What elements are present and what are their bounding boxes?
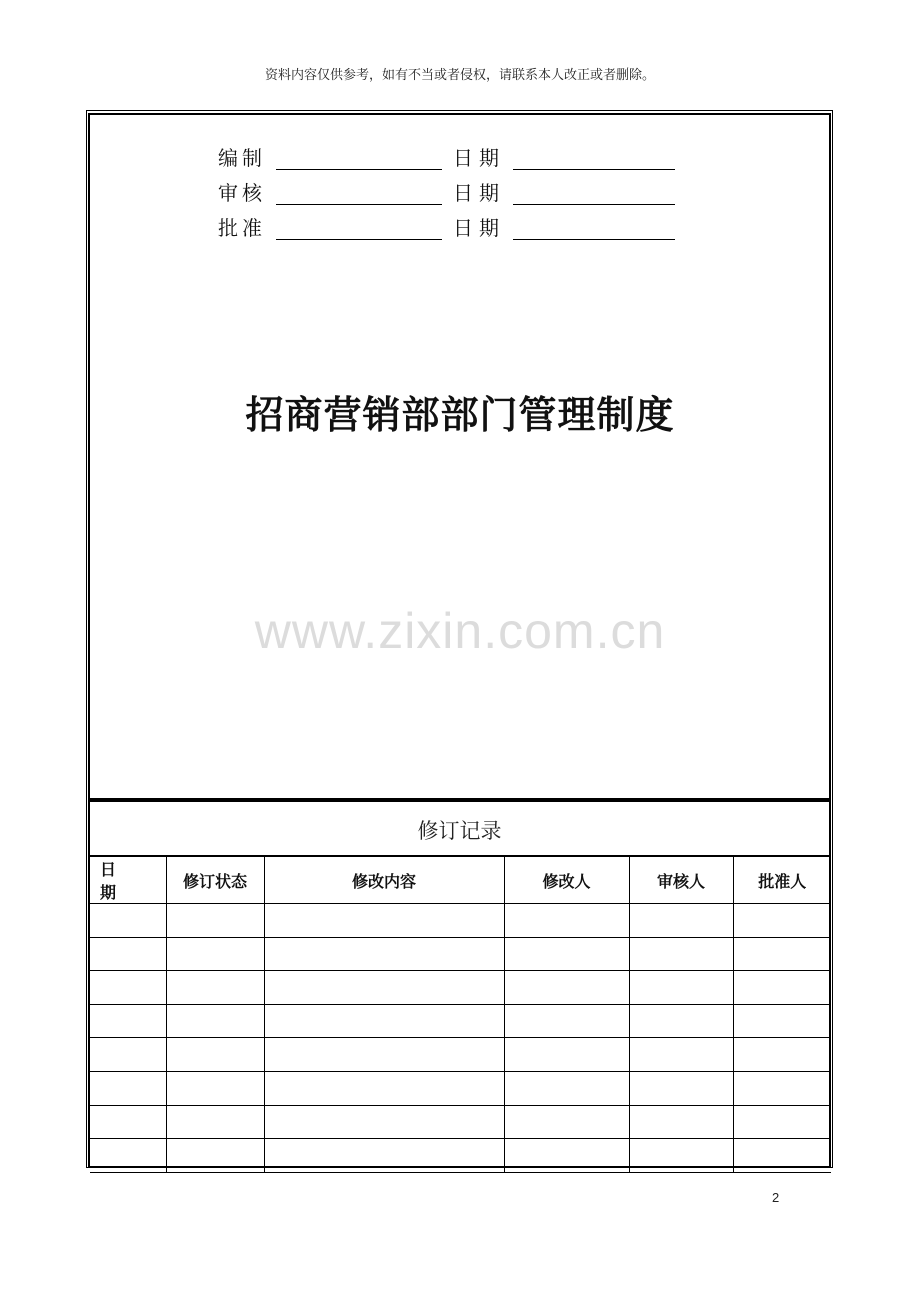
table-cell [90, 1105, 166, 1139]
revision-title: 修订记录 [90, 802, 829, 856]
table-cell [733, 1004, 831, 1038]
table-row [90, 1038, 831, 1072]
disclaimer-header: 资料内容仅供参考，如有不当或者侵权，请联系本人改正或者删除。 [264, 68, 655, 83]
table-cell [733, 1105, 831, 1139]
table-cell [264, 937, 504, 971]
table-cell [733, 1071, 831, 1105]
table-cell [629, 971, 733, 1005]
signoff-name-line [276, 169, 442, 170]
revision-header-row [90, 857, 831, 904]
signoff-date-line [513, 239, 675, 240]
table-cell [90, 1071, 166, 1105]
table-cell [264, 1105, 504, 1139]
table-cell [166, 937, 264, 971]
revision-record [88, 800, 831, 1168]
table-cell [733, 971, 831, 1005]
table-cell [264, 1038, 504, 1072]
table-cell [90, 1004, 166, 1038]
table-cell [629, 1004, 733, 1038]
signoff-label: 审核 [218, 181, 266, 205]
table-cell [629, 1038, 733, 1072]
table-cell [629, 1105, 733, 1139]
column-header-date: 日 期 [90, 857, 166, 904]
table-cell [733, 1038, 831, 1072]
table-cell [504, 1038, 629, 1072]
table-cell [504, 1139, 629, 1173]
table-cell [629, 1139, 733, 1173]
signoff-date-line [513, 169, 675, 170]
table-cell [264, 971, 504, 1005]
table-cell [733, 937, 831, 971]
table-cell [733, 1139, 831, 1173]
table-cell [629, 1071, 733, 1105]
revision-table [90, 856, 831, 1173]
column-header-modifier: 修改人 [504, 857, 629, 904]
table-cell [166, 1004, 264, 1038]
table-cell [504, 1004, 629, 1038]
table-row [90, 904, 831, 938]
signoff-name-line [276, 239, 442, 240]
table-cell [504, 937, 629, 971]
table-cell [166, 1139, 264, 1173]
table-cell [90, 904, 166, 938]
signoff-label: 编制 [218, 146, 266, 170]
table-cell [504, 1105, 629, 1139]
table-cell [264, 904, 504, 938]
table-cell [264, 1071, 504, 1105]
revision-body [90, 904, 831, 1173]
column-header-content: 修改内容 [264, 857, 504, 904]
document-title: 招商营销部部门管理制度 [245, 392, 675, 437]
table-cell [90, 1139, 166, 1173]
signoff-date-line [513, 204, 675, 205]
table-cell [629, 904, 733, 938]
table-cell [504, 1071, 629, 1105]
table-row [90, 1004, 831, 1038]
table-row [90, 937, 831, 971]
page-number: 2 [772, 1190, 780, 1205]
table-cell [90, 1038, 166, 1072]
table-row [90, 1139, 831, 1173]
column-header-status: 修订状态 [166, 857, 264, 904]
table-cell [90, 937, 166, 971]
table-cell [733, 904, 831, 938]
table-cell [166, 904, 264, 938]
table-cell [166, 1071, 264, 1105]
table-cell [166, 1105, 264, 1139]
table-row [90, 1071, 831, 1105]
table-row [90, 971, 831, 1005]
column-header-reviewer: 审核人 [629, 857, 733, 904]
table-cell [90, 971, 166, 1005]
column-header-approver: 批准人 [733, 857, 831, 904]
table-cell [629, 937, 733, 971]
watermark: www.zixin.com.cn [254, 603, 666, 659]
signoff-date-label: 日期 [453, 146, 505, 170]
table-row [90, 1105, 831, 1139]
table-cell [166, 1038, 264, 1072]
signoff-label: 批准 [218, 216, 266, 240]
signoff-date-label: 日期 [453, 181, 505, 205]
signoff-date-label: 日期 [453, 216, 505, 240]
table-cell [504, 904, 629, 938]
table-cell [504, 971, 629, 1005]
table-cell [166, 971, 264, 1005]
signoff-name-line [276, 204, 442, 205]
table-cell [264, 1004, 504, 1038]
table-cell [264, 1139, 504, 1173]
